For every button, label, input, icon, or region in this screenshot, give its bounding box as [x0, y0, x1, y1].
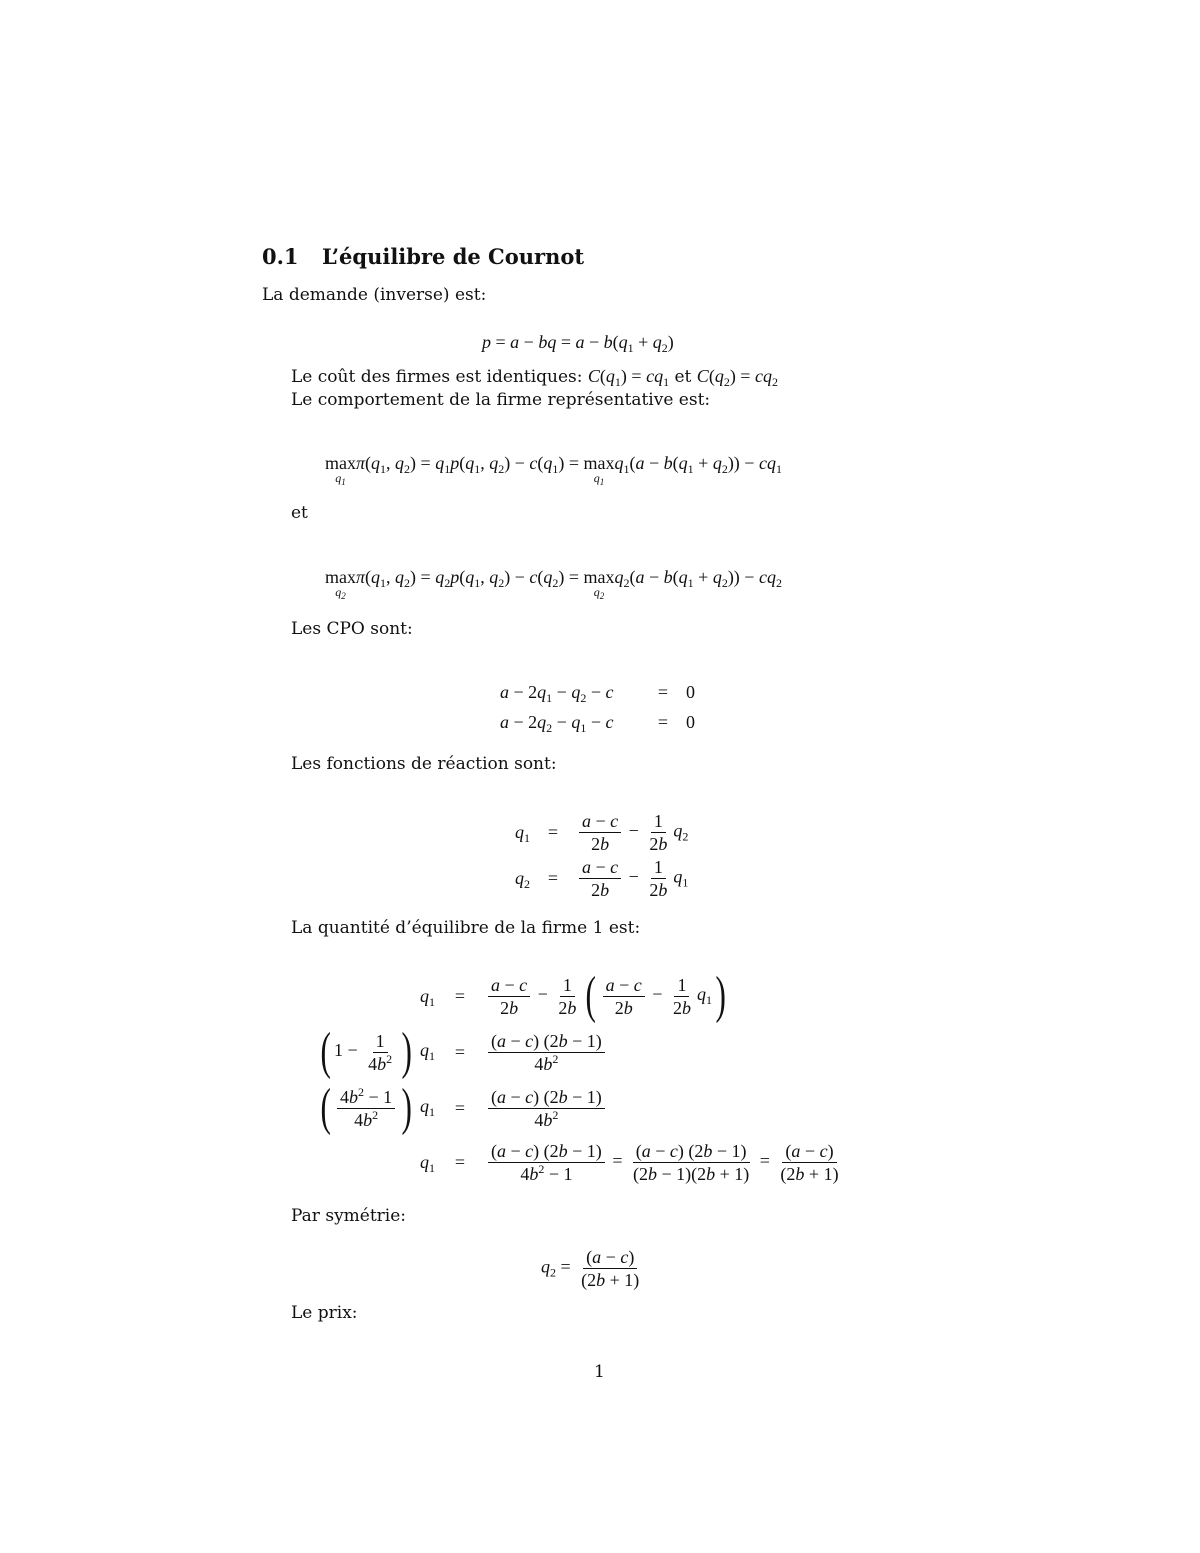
cost-text: Le coût des firmes est identiques:	[291, 367, 583, 387]
equation-cpo-1: $a - 2q_1 - q_2 - c$ = 0	[500, 682, 695, 705]
max-operator: max $q_1$	[325, 453, 356, 487]
cost-and: et	[674, 367, 692, 387]
equation-cost-2: $C(q_2) = cq_2$	[696, 366, 778, 389]
equation-derivation-3: ( $\frac{4b^2 - 1}{4b^2}$ ) $q_1$ = $\frac{(a - c) (2b - 1)}{4b^2}$	[310, 1082, 608, 1134]
section-number: 0.1	[262, 244, 299, 269]
paragraph-demand: La demande (inverse) est:	[262, 285, 487, 305]
equation-cost-1: $C(q_1) = cq_1$	[587, 366, 670, 389]
paragraph-behaviour: Le comportement de la firme représentative est:	[291, 390, 711, 410]
paragraph-et: et	[291, 503, 308, 523]
max-operator: max $q_2$	[325, 567, 356, 601]
max-operator: max $q_1$	[583, 453, 615, 487]
equation-derivation-4: $q_1$ = $\frac{(a - c) (2b - 1)}{4b^2 - 1}$ = $\frac{(a - c) (2b - 1)}{(2b - 1)(2b + 1)}$ = $\frac{(a - c)}{(2b + 1)}$	[420, 1141, 839, 1184]
paragraph-reaction: Les fonctions de réaction sont:	[291, 754, 557, 774]
paragraph-price: Le prix:	[291, 1303, 358, 1323]
equation-max-firm-2: max $q_2$ $\pi(q_1$, $q_2) = q_2p(q_1$, $q_2) - c(q_2)$ = max $q_2$ $q_2(a - b(q_1 + q_2)) - cq_2$	[325, 567, 782, 601]
paragraph-quantity: La quantité d’équilibre de la firme 1 est:	[291, 918, 641, 938]
section-heading	[262, 244, 584, 269]
equation-derivation-1: $q_1$ = $\frac{a - c}{2b}$ − $\frac{1}{2b}$ ( $\frac{a - c}{2b}$ − $\frac{1}{2b}$ $q_1$)	[420, 967, 726, 1024]
paragraph-cpo: Les CPO sont:	[291, 619, 413, 639]
paragraph-symmetry: Par symétrie:	[291, 1206, 407, 1226]
equation-reaction-1: $q_1$ = $\frac{a - c}{2b}$ − $\frac{1}{2b}$ $q_2$	[515, 811, 689, 854]
equation-derivation-2: ( 1 − $\frac{1}{4b^2}$ ) $q_1$ = $\frac{(a - c) (2b - 1)}{4b^2}$	[310, 1026, 608, 1078]
section-title: L’équilibre de Cournot	[322, 244, 585, 269]
paragraph-cost	[291, 366, 778, 387]
equation-demand: p = a − bq = $a - b(q_1 + q_2)$	[482, 332, 674, 355]
equation-reaction-2: $q_2$ = $\frac{a - c}{2b}$ − $\frac{1}{2b}$ $q_1$	[515, 857, 689, 900]
equation-cpo-2: $a - 2q_2 - q_1 - c$ = 0	[500, 712, 695, 735]
page-number: 1	[594, 1362, 605, 1382]
equation-q2: $q_2$ = $\frac{(a - c)}{(2b + 1)}$	[541, 1247, 640, 1290]
max-operator: max $q_2$	[583, 567, 615, 601]
equation-max-firm-1: max $q_1$ $\pi(q_1$, $q_2) = q_1p(q_1$, $q_2) - c(q_1)$ = max $q_1$ $q_1(a - b(q_1 + q_2)) - cq_1$	[325, 453, 782, 487]
